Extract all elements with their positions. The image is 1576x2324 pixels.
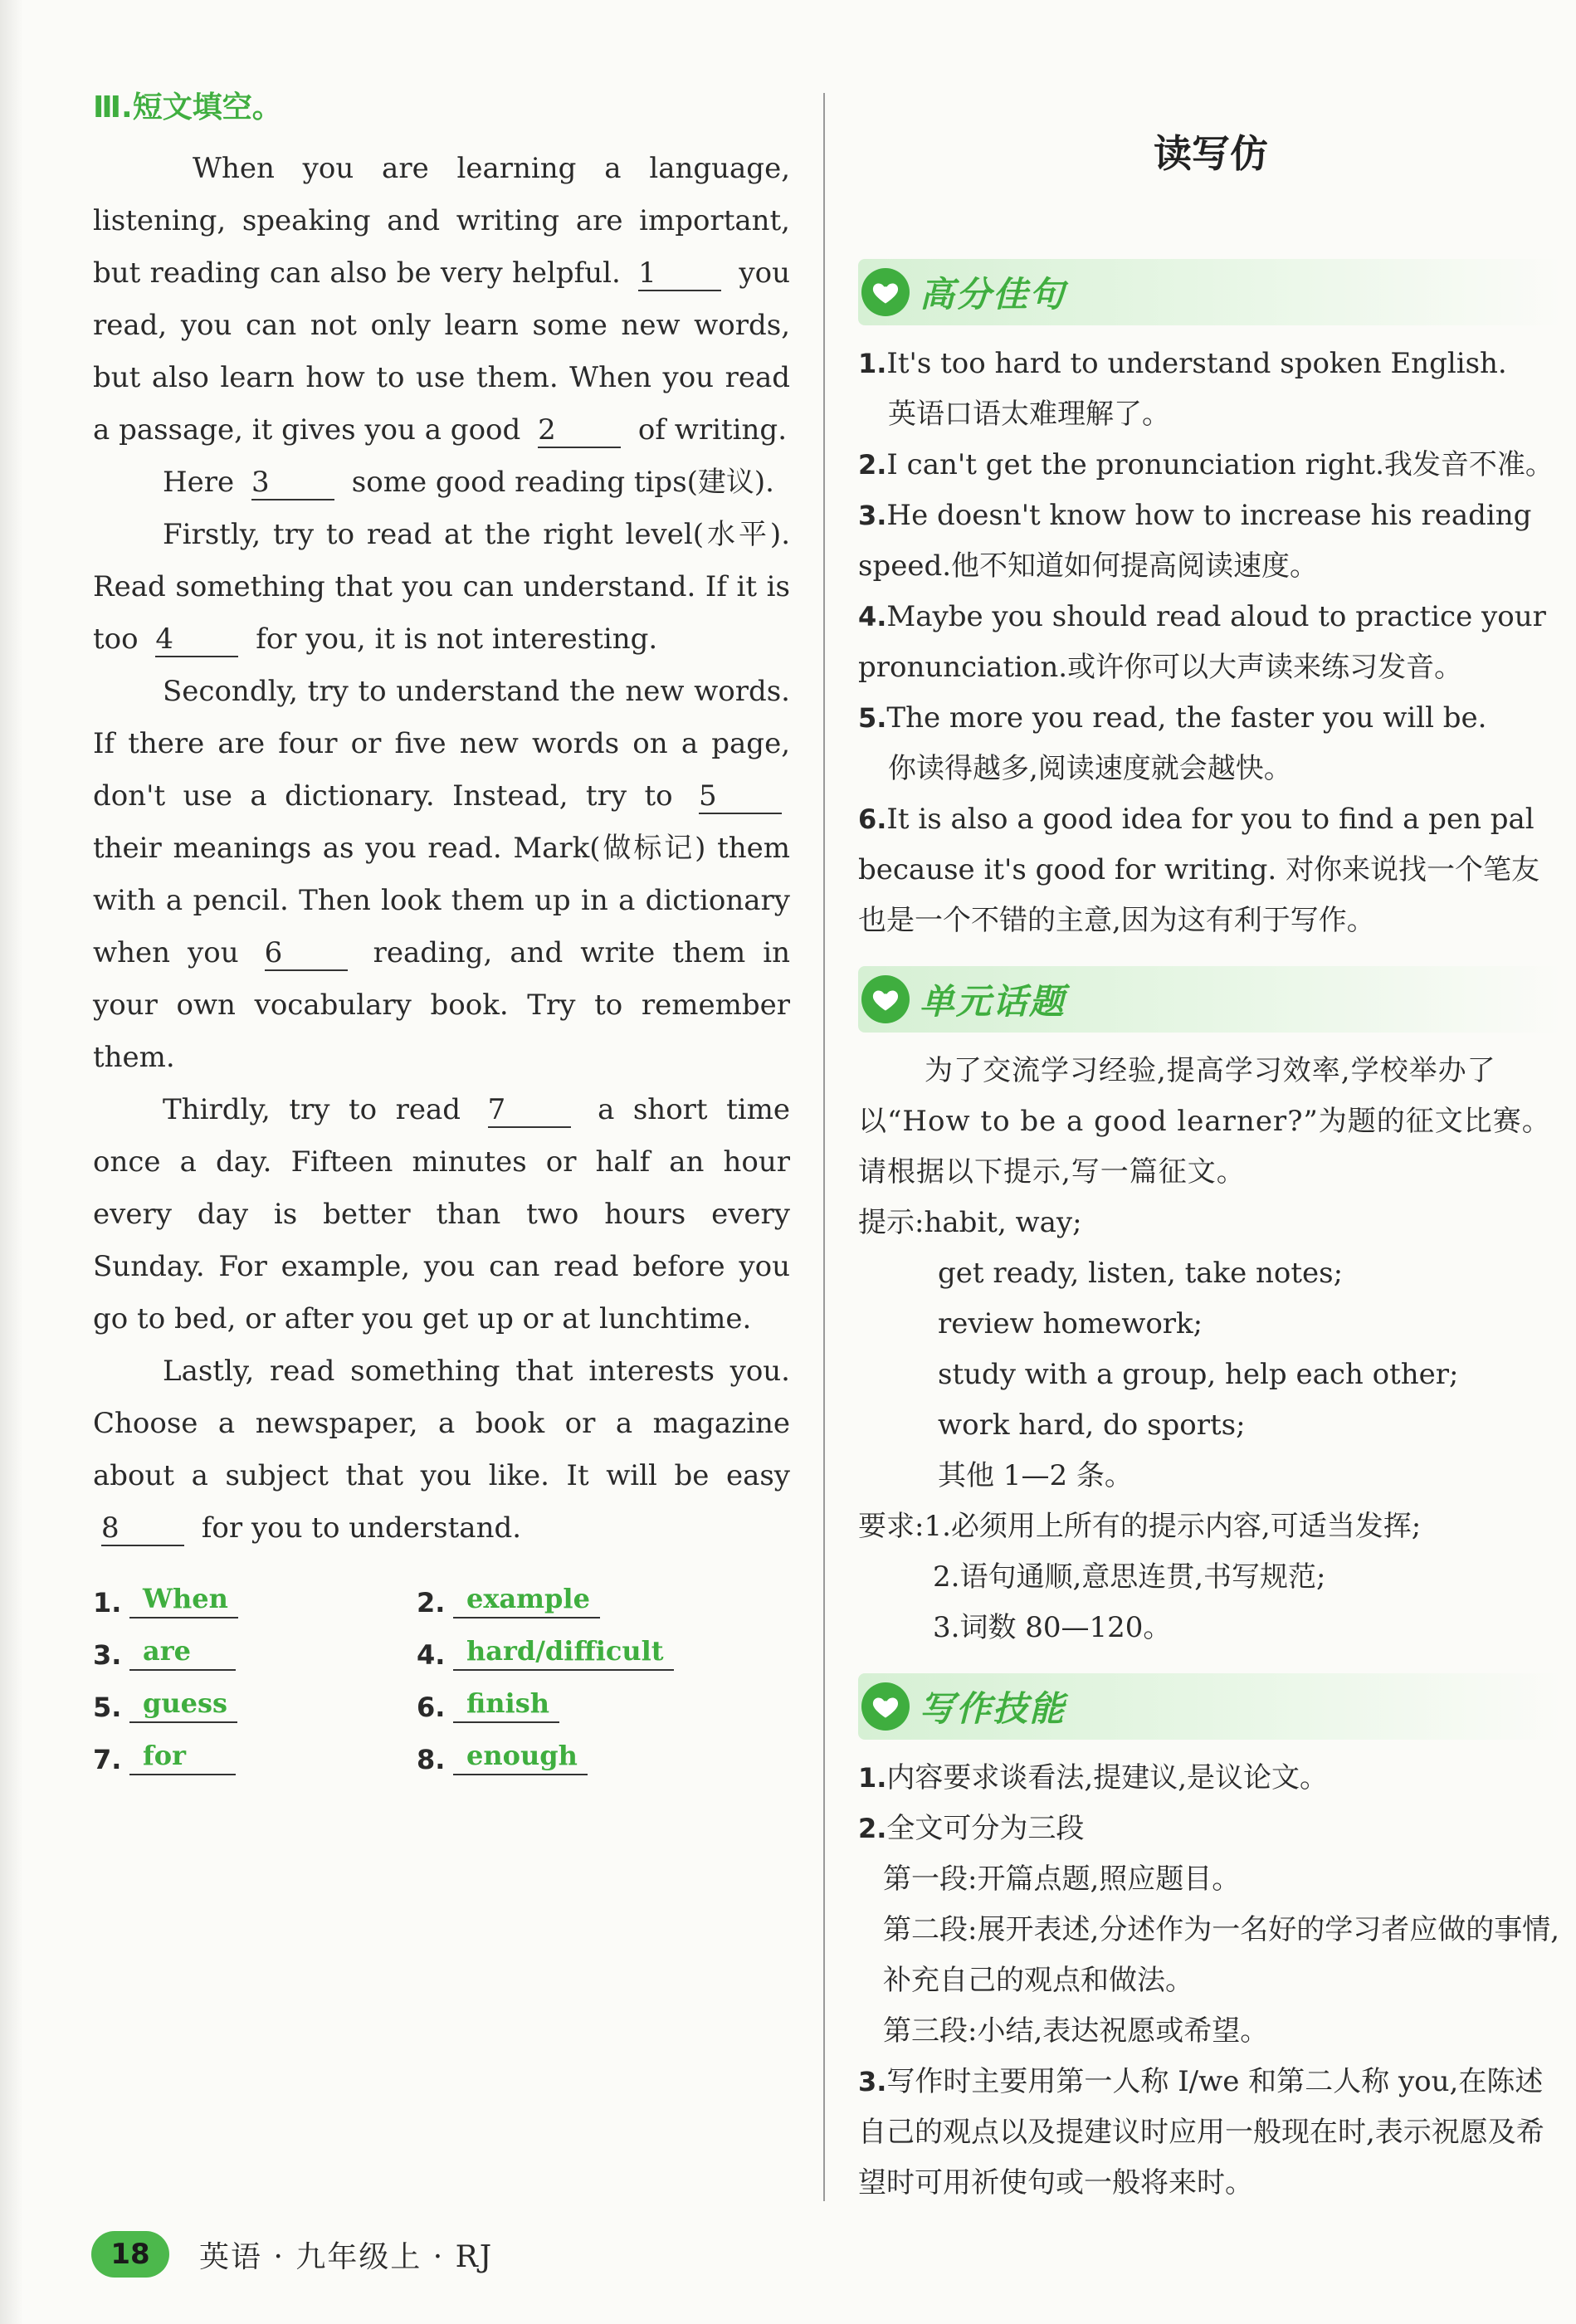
section-heading: 单元话题: [920, 981, 1066, 1022]
answer-number: 4.: [417, 1639, 446, 1671]
text: a short time once a day. Fifteen minutes or half an hour every day is better than two hours every Sunday. For example, you can read before you go to bed, or after you get up or at lunchtime.: [93, 1093, 790, 1335]
skill-2-sub: 第三段:小结,表达祝愿或希望。: [883, 2014, 1269, 2048]
paragraph-5: [93, 1084, 790, 1345]
item-number: 5.: [858, 702, 887, 734]
sentence-5: [858, 693, 1564, 794]
item-number: 3.: [858, 500, 887, 531]
answer-number: 1.: [93, 1587, 122, 1618]
answer-value: are: [129, 1634, 236, 1671]
column-divider: [823, 93, 825, 2201]
item-number: 1.: [858, 348, 887, 379]
item-number: 2.: [858, 1813, 887, 1844]
skill-text: 内容要求谈看法,提建议,是议论文。: [886, 1761, 1329, 1794]
blank-5: 5: [699, 779, 782, 814]
section-banner-skills: [858, 1673, 1564, 1740]
text: Lastly, read something that interests you. Choose a newspaper, a book or a magazine about a subject that you like. It will be easy: [93, 1355, 790, 1492]
chinese-translation: 对你来说找一个笔友也是一个不错的主意,因为这有利于写作。: [858, 853, 1540, 937]
requirement-label: 要求:: [858, 1510, 925, 1543]
section-heading: 高分佳句: [920, 274, 1066, 315]
english-sentence: Maybe you should read aloud to practice your pronunciation.: [858, 600, 1546, 684]
chinese-translation: 或许你可以大声读来练习发音。: [1067, 651, 1463, 684]
answer-number: 3.: [93, 1639, 122, 1671]
sentence-6: [858, 794, 1564, 946]
hint-label: 提示:: [858, 1206, 925, 1239]
english-sentence: He doesn't know how to increase his reading speed.: [858, 499, 1532, 583]
hint-item: review homework;: [938, 1307, 1203, 1340]
text: for you, it is not interesting.: [256, 622, 658, 656]
answer-number: 5.: [93, 1692, 122, 1723]
item-number: 3.: [858, 2066, 887, 2097]
skill-2-sub: 第一段:开篇点题,照应题目。: [883, 1863, 1241, 1896]
answer-row: [93, 1618, 757, 1671]
chinese-translation: 他不知道如何提高阅读速度。: [951, 549, 1319, 583]
chinese-translation: 我发音不准。: [1383, 448, 1554, 481]
text: some good reading tips(建议).: [351, 466, 774, 499]
hint-item: get ready, listen, take notes;: [938, 1257, 1344, 1290]
answer-2: [417, 1582, 740, 1618]
answer-value: for: [129, 1739, 236, 1775]
skill-text: 写作时主要用第一人称 I/we 和第二人称 you,在陈述自己的观点以及提建议时应用一般现在时,表示祝愿及希望时可用祈使句或一般将来时。: [858, 2065, 1544, 2200]
answer-value: finish: [453, 1687, 559, 1723]
answer-5: [93, 1687, 417, 1723]
heart-icon: [861, 1682, 910, 1731]
sentence-1: [858, 339, 1564, 440]
answer-value: guess: [129, 1687, 237, 1723]
paragraph-6: [93, 1345, 790, 1555]
left-column: [93, 83, 790, 1775]
answer-6: [417, 1687, 740, 1723]
heart-icon: [861, 975, 910, 1023]
answer-1: [93, 1582, 417, 1618]
text: of writing.: [637, 413, 788, 447]
skill-2: [858, 1804, 1564, 1854]
page-edge: [0, 0, 23, 2324]
answer-7: [93, 1739, 417, 1775]
answer-4: [417, 1634, 740, 1671]
hint-item: 其他 1—2 条。: [938, 1459, 1133, 1492]
answer-key: [93, 1566, 757, 1775]
section-banner-sentences: [858, 259, 1564, 325]
answer-row: [93, 1566, 757, 1618]
skill-1: [858, 1753, 1564, 1804]
blank-2: 2: [538, 413, 621, 448]
item-number: 2.: [858, 449, 887, 481]
blank-3: 3: [251, 466, 334, 500]
paragraph-3: [93, 509, 790, 666]
item-number: 4.: [858, 601, 887, 632]
blank-8: 8: [101, 1511, 184, 1546]
answer-value: hard/difficult: [453, 1634, 674, 1671]
heart-icon: [861, 268, 910, 316]
text: you read, you can not only learn some new words, but also learn how to use them. When you read a passage, it gives you a good: [93, 256, 790, 447]
text: When you are learning a language, listening, speaking and writing are important, but reading can also be very helpful.: [93, 152, 790, 290]
english-sentence: It's too hard to understand spoken English.: [886, 347, 1507, 380]
paragraph-2: [93, 456, 790, 509]
book-label: 英语 · 九年级上 · RJ: [199, 2239, 494, 2274]
text: reading, and write them in your own vocabulary book. Try to remember them.: [93, 936, 790, 1074]
skill-text: 全文可分为三段: [886, 1812, 1085, 1845]
answer-value: enough: [453, 1739, 588, 1775]
answer-value: example: [453, 1582, 600, 1618]
skill-3: [858, 2057, 1564, 2209]
answer-number: 8.: [417, 1744, 446, 1775]
cloze-passage: [93, 143, 790, 1555]
sentence-2: [858, 440, 1564, 491]
english-sentence: It is also a good idea for you to find a pen pal because it's good for writing.: [858, 803, 1535, 886]
hint-item: habit, way;: [924, 1206, 1082, 1239]
text: Here: [163, 466, 235, 499]
blank-7: 7: [488, 1093, 571, 1128]
english-sentence: The more you read, the faster you will be.: [886, 701, 1487, 735]
hint-item: work hard, do sports;: [938, 1409, 1246, 1442]
answer-3: [93, 1634, 417, 1671]
english-sentence: I can't get the pronunciation right.: [886, 448, 1384, 481]
answer-number: 6.: [417, 1692, 446, 1723]
requirement-item: 3.词数 80—120。: [933, 1611, 1172, 1644]
requirement-line: [858, 1501, 1564, 1552]
answer-value: When: [129, 1582, 238, 1618]
right-column: [858, 124, 1564, 2209]
text: Firstly, try to read at the right level(水平). Read something that you can understand. If it is too: [93, 518, 790, 656]
answer-row: [93, 1723, 757, 1775]
text: Secondly, try to understand the new words. If there are four or five new words on a page, don't use a dictionary. Instead, try to: [93, 675, 790, 813]
item-number: 6.: [858, 803, 887, 835]
section-banner-topic: [858, 966, 1564, 1033]
chinese-translation: 英语口语太难理解了。: [888, 398, 1170, 431]
spacer: [858, 1653, 1564, 1673]
paragraph-4: [93, 666, 790, 1084]
answer-number: 7.: [93, 1744, 122, 1775]
page-number: 18: [91, 2231, 169, 2278]
sentence-3: [858, 491, 1564, 592]
page-title: 读写仿: [1154, 131, 1268, 176]
text: Thirdly, try to read: [163, 1093, 461, 1126]
hint-item: study with a group, help each other;: [938, 1358, 1459, 1391]
blank-1: 1: [638, 256, 721, 291]
text: for you to understand.: [201, 1511, 522, 1545]
section-title: Ⅲ.短文填空。: [93, 90, 282, 124]
blank-6: 6: [265, 936, 348, 971]
writing-prompt: 为了交流学习经验,提高学习效率,学校举办了以“How to be a good learner?”为题的征文比赛。请根据以下提示,写一篇征文。: [858, 1054, 1551, 1189]
blank-4: 4: [155, 622, 238, 657]
sentence-4: [858, 592, 1564, 693]
skill-2-sub: 第二段:展开表述,分述作为一名好的学习者应做的事情,补充自己的观点和做法。: [883, 1913, 1560, 1997]
text: their meanings as you read. Mark(做标记) them with a pencil. Then look them up in a dictionary when you: [93, 832, 790, 969]
spacer: [858, 946, 1564, 966]
item-number: 1.: [858, 1762, 887, 1794]
requirement-item: 1.必须用上所有的提示内容,可适当发挥;: [924, 1510, 1422, 1543]
page-footer: [91, 2231, 493, 2278]
section-heading: 写作技能: [920, 1688, 1066, 1729]
requirement-item: 2.语句通顺,意思连贯,书写规范;: [933, 1560, 1326, 1594]
answer-row: [93, 1671, 757, 1723]
hint-line: [858, 1198, 1564, 1248]
answer-8: [417, 1739, 740, 1775]
answer-number: 2.: [417, 1587, 446, 1618]
chinese-translation: 你读得越多,阅读速度就会越快。: [888, 752, 1292, 785]
paragraph-1: [93, 143, 790, 456]
